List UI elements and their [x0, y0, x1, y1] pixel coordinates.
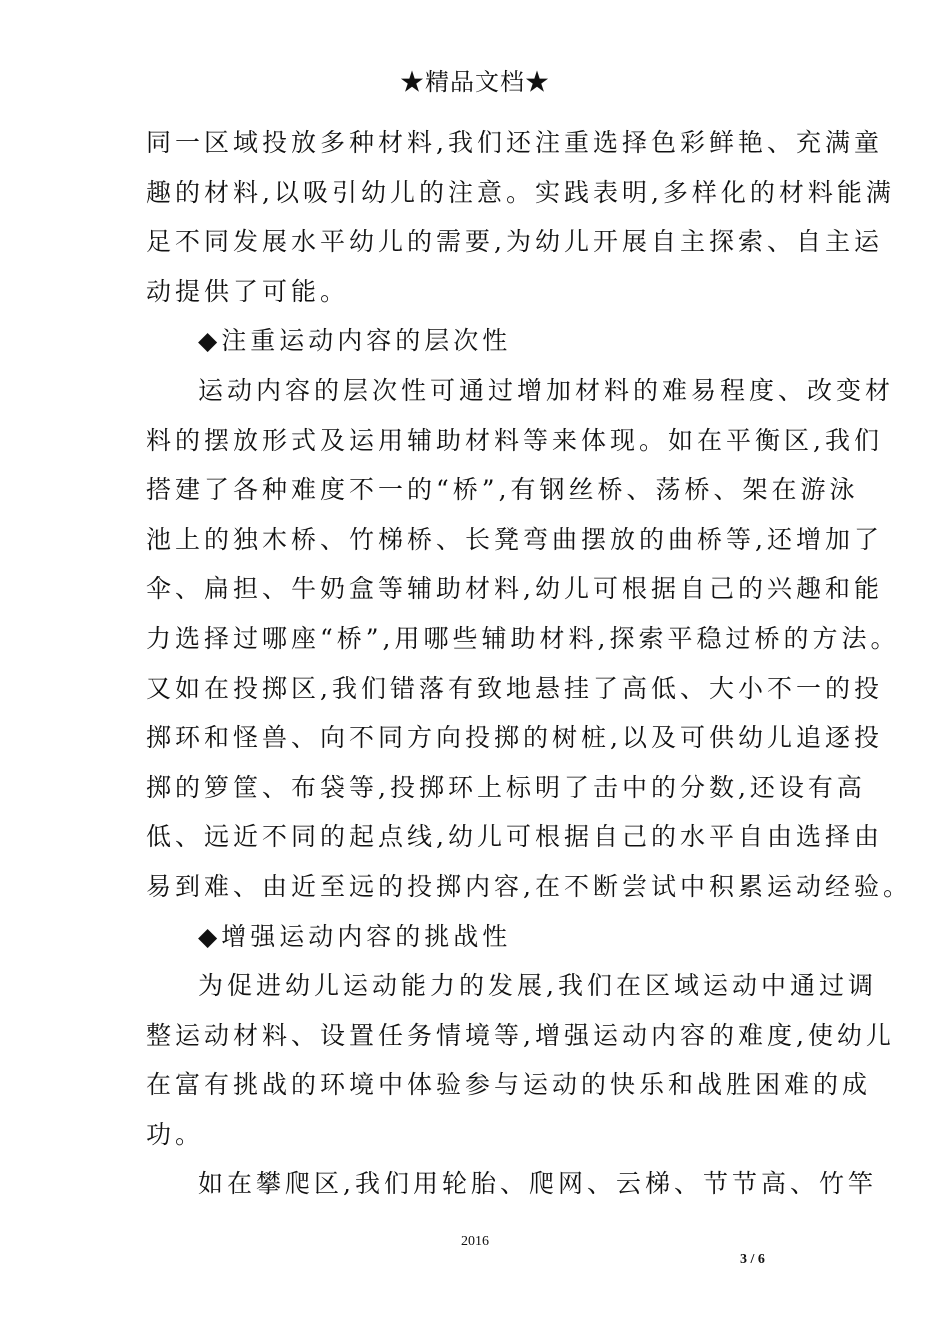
- text-line: 料的摆放形式及运用辅助材料等来体现。如在平衡区,我们: [146, 425, 883, 455]
- text-line: 掷环和怪兽、向不同方向投掷的树桩,以及可供幼儿追逐投: [146, 723, 883, 753]
- footer-year: 2016: [461, 1234, 489, 1249]
- section-heading: ◆增强运动内容的挑战性: [198, 921, 512, 951]
- text-line: 掷的箩筐、布袋等,投掷环上标明了击中的分数,还设有高: [146, 772, 866, 802]
- text-line: 在富有挑战的环境中体验参与运动的快乐和战胜困难的成: [146, 1070, 872, 1100]
- text-line: 如在攀爬区,我们用轮胎、爬网、云梯、节节高、竹竿: [198, 1169, 877, 1199]
- text-line: 足不同发展水平幼儿的需要,为幼儿开展自主探索、自主运: [146, 227, 883, 257]
- text-line: 趣的材料,以吸引幼儿的注意。实践表明,多样化的材料能满: [146, 177, 895, 207]
- text-line: 池上的独木桥、竹梯桥、长凳弯曲摆放的曲桥等,还增加了: [146, 524, 883, 554]
- text-line: 搭建了各种难度不一的“桥”,有钢丝桥、荡桥、架在游泳: [146, 475, 859, 505]
- text-line: 力选择过哪座“桥”,用哪些辅助材料,探索平稳过桥的方法。: [146, 623, 900, 653]
- text-line: 为促进幼儿运动能力的发展,我们在区域运动中通过调: [198, 971, 877, 1001]
- text-line: 低、远近不同的起点线,幼儿可根据自己的水平自由选择由: [146, 822, 883, 852]
- document-body: [146, 118, 912, 1209]
- text-line: 又如在投掷区,我们错落有致地悬挂了高低、大小不一的投: [146, 673, 883, 703]
- text-line: 整运动材料、设置任务情境等,增强运动内容的难度,使幼儿: [146, 1020, 895, 1050]
- document-header-title: ★精品文档★: [400, 68, 550, 96]
- text-line: 易到难、由近至远的投掷内容,在不断尝试中积累运动经验。: [146, 871, 912, 901]
- text-line: 运动内容的层次性可通过增加材料的难易程度、改变材: [198, 375, 895, 405]
- section-heading: ◆注重运动内容的层次性: [198, 326, 512, 356]
- text-line: 动提供了可能。: [146, 276, 350, 306]
- page-number: 3 / 6: [740, 1252, 765, 1267]
- text-line: 伞、扁担、牛奶盒等辅助材料,幼儿可根据自己的兴趣和能: [146, 574, 883, 604]
- text-line: 功。: [146, 1119, 205, 1149]
- text-line: 同一区域投放多种材料,我们还注重选择色彩鲜艳、充满童: [146, 128, 883, 157]
